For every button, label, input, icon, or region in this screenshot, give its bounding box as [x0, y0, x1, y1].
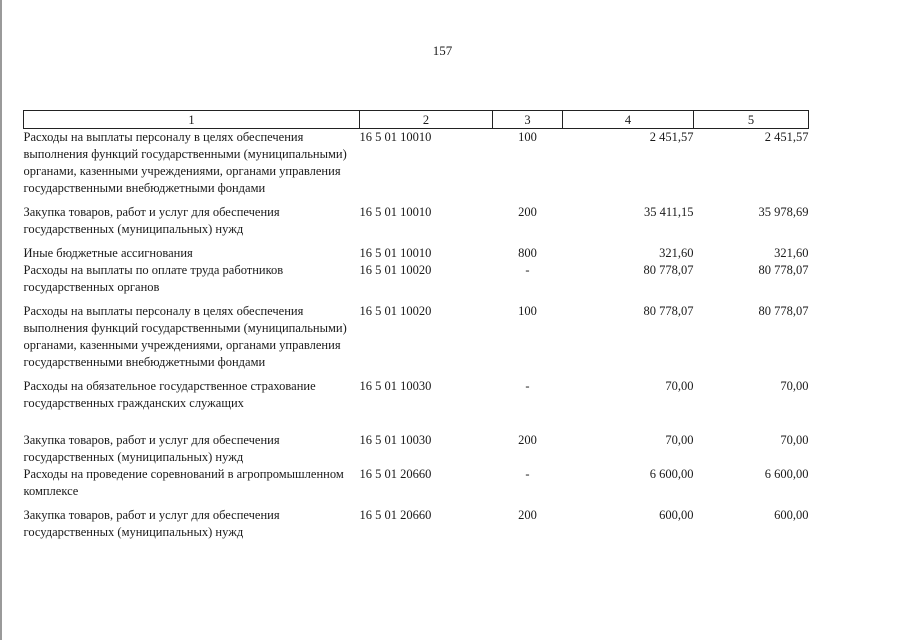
page-left-edge [0, 0, 2, 640]
row-description: Расходы на обязательное государственное страхование государственных гражданских служащих [23, 379, 316, 410]
row-code: 16 5 01 10010 [359, 246, 432, 260]
row-sum-year1: 2 451,57 [649, 130, 694, 144]
row-code: 16 5 01 10030 [359, 433, 432, 447]
row-expense-type: 200 [518, 433, 537, 447]
row-sum-year1: 600,00 [659, 508, 694, 522]
row-sum-year2: 70,00 [780, 433, 809, 447]
row-code: 16 5 01 10030 [359, 379, 432, 393]
table-row [24, 303, 809, 378]
budget-table [23, 110, 809, 541]
table-row [24, 507, 809, 541]
row-sum-year2: 35 978,69 [758, 205, 809, 219]
table-row [24, 432, 809, 466]
row-expense-type: 200 [518, 508, 537, 522]
row-sum-year2: 70,00 [780, 379, 809, 393]
row-sum-year1: 35 411,15 [643, 205, 694, 219]
column-header: 3 [493, 111, 563, 129]
row-sum-year1: 6 600,00 [649, 467, 694, 481]
row-code: 16 5 01 10020 [359, 263, 432, 277]
table-header-row [24, 111, 809, 129]
row-expense-type: 200 [518, 205, 537, 219]
row-code: 16 5 01 20660 [359, 508, 432, 522]
row-description: Расходы на выплаты по оплате труда работников государственных органов [23, 263, 284, 294]
row-code: 16 5 01 20660 [359, 467, 432, 481]
row-expense-type: - [525, 379, 530, 393]
row-sum-year1: 70,00 [665, 379, 694, 393]
table-row [24, 129, 809, 205]
row-description: Закупка товаров, работ и услуг для обеспечения государственных (муниципальных) нужд [23, 508, 280, 539]
row-sum-year1: 321,60 [659, 246, 694, 260]
row-expense-type: 100 [518, 304, 537, 318]
table-row [24, 378, 809, 432]
table-row [24, 466, 809, 507]
row-code: 16 5 01 10020 [359, 304, 432, 318]
row-code: 16 5 01 10010 [359, 130, 432, 144]
row-description: Расходы на выплаты персоналу в целях обеспечения выполнения функций государственными (муниципальными) органами, казенными учреждениями, органами управления государственными внебюджетными фондами [23, 304, 347, 369]
row-expense-type: - [525, 467, 530, 481]
row-description: Расходы на выплаты персоналу в целях обеспечения выполнения функций государственными (муниципальными) органами, казенными учреждениями, органами управления государственными внебюджетными фондами [23, 130, 347, 195]
row-sum-year1: 80 778,07 [643, 263, 694, 277]
row-sum-year2: 6 600,00 [764, 467, 809, 481]
row-sum-year2: 80 778,07 [758, 263, 809, 277]
column-header: 2 [360, 111, 493, 129]
row-description: Расходы на проведение соревнований в агропромышленном комплексе [23, 467, 344, 498]
row-description: Иные бюджетные ассигнования [23, 246, 193, 260]
row-description: Закупка товаров, работ и услуг для обеспечения государственных (муниципальных) нужд [23, 205, 280, 236]
table-row [24, 245, 809, 262]
row-expense-type: 800 [518, 246, 537, 260]
row-sum-year2: 600,00 [774, 508, 809, 522]
row-sum-year2: 80 778,07 [758, 304, 809, 318]
row-sum-year1: 80 778,07 [643, 304, 694, 318]
page-number: 157 [432, 43, 453, 58]
table-row [24, 262, 809, 303]
row-sum-year2: 321,60 [774, 246, 809, 260]
column-header: 5 [694, 111, 809, 129]
row-description: Закупка товаров, работ и услуг для обеспечения государственных (муниципальных) нужд [23, 433, 280, 464]
row-sum-year1: 70,00 [665, 433, 694, 447]
row-sum-year2: 2 451,57 [764, 130, 809, 144]
row-expense-type: 100 [518, 130, 537, 144]
column-header: 4 [563, 111, 694, 129]
column-header: 1 [24, 111, 360, 129]
row-code: 16 5 01 10010 [359, 205, 432, 219]
row-expense-type: - [525, 263, 530, 277]
table-row [24, 204, 809, 245]
